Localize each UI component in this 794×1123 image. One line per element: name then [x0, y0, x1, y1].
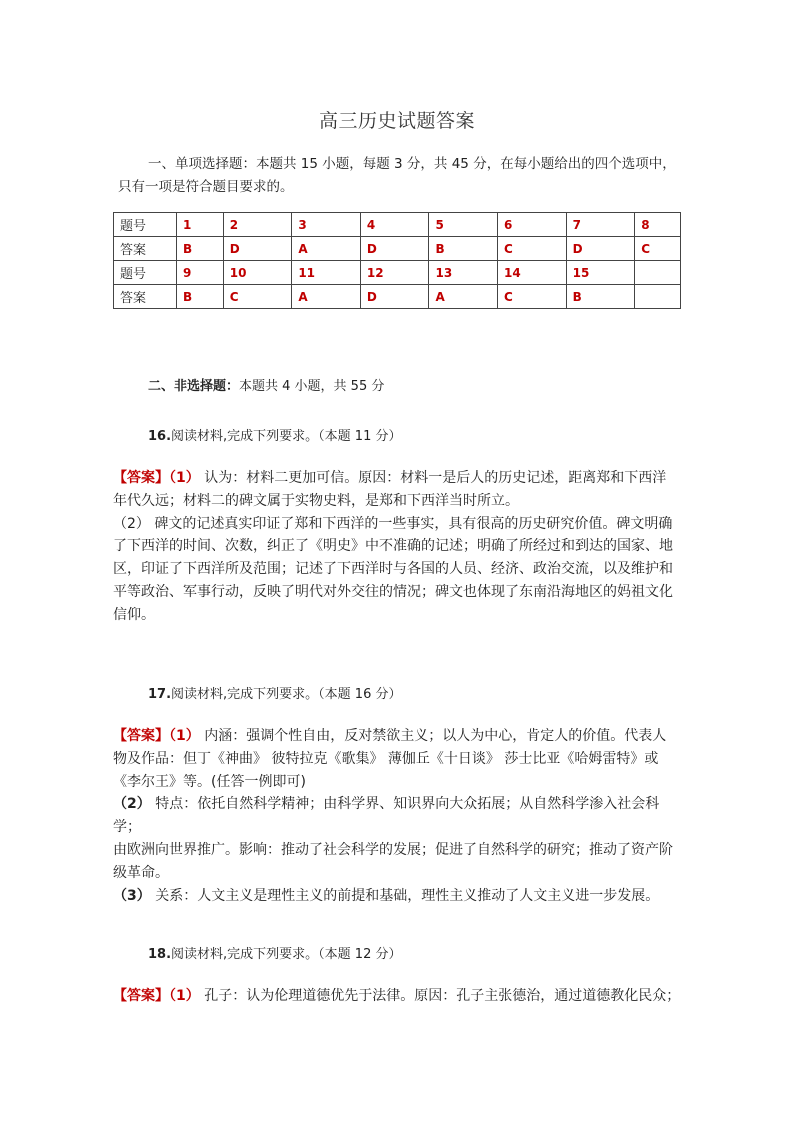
question-18-heading	[148, 943, 401, 962]
question-16-heading	[148, 425, 401, 444]
question-number: 10	[223, 261, 292, 285]
answer-tag: 【答案】	[113, 470, 169, 486]
answer-line: 了下西洋的时间、次数，纠正了《明史》中不准确的记述；明确了所经过和到达的国家、地	[113, 538, 673, 555]
question-17-answer	[113, 725, 685, 907]
row-label-answer: 答案	[114, 285, 177, 309]
section2-heading: 二、非选择题：	[148, 379, 240, 394]
part-number: （2）	[113, 796, 151, 813]
answer-line: 物及作品：但丁《神曲》 彼特拉克《歌集》 薄伽丘《十日谈》 莎士比亚《哈姆雷特》或	[113, 750, 659, 767]
answer-cell: C	[498, 237, 567, 261]
question-number: 2	[223, 213, 292, 237]
section1-heading: 一、单项选择题：	[148, 156, 256, 172]
question-number: 3	[292, 213, 361, 237]
section2-instructions	[148, 377, 384, 397]
answer-line: 碑文的记述真实印证了郑和下西洋的一些事实，具有很高的历史研究价值。碑文明确	[149, 515, 673, 532]
answer-cell: C	[498, 285, 567, 309]
question-number: 14	[498, 261, 567, 285]
answer-line: 平等政治、军事行动，反映了明代对外交往的情况；碑文也体现了东南沿海地区的妈祖文化	[113, 583, 673, 600]
answer-cell: D	[566, 237, 635, 261]
answer-cell: B	[177, 237, 224, 261]
table-row	[114, 213, 681, 237]
answer-tag: 【答案】	[113, 988, 169, 1004]
question-number: 13	[429, 261, 498, 285]
question-number: 9	[177, 261, 224, 285]
question-text: 阅读材料,完成下列要求。（本题 12 分）	[171, 947, 402, 962]
answer-cell: C	[223, 285, 292, 309]
answer-cell	[635, 285, 681, 309]
question-number	[635, 261, 681, 285]
answer-line: 《李尔王》等。(任答一例即可)	[113, 773, 306, 790]
section1-instructions	[118, 153, 688, 199]
question-18-answer	[113, 985, 685, 1008]
row-label-answer: 答案	[114, 237, 177, 261]
question-number: 16.	[148, 429, 172, 444]
row-label-question: 题号	[114, 213, 177, 237]
answer-line: 关系：人文主义是理性主义的前提和基础，理性主义推动了人文主义进一步发展。	[150, 887, 660, 904]
question-17-heading	[148, 683, 401, 702]
part-number: （3）	[113, 887, 151, 904]
answer-line: 内涵：强调个性自由，反对禁欲主义；以人为中心，肯定人的价值。代表人	[199, 728, 667, 744]
table-row	[114, 261, 681, 285]
section1-text: 本题共 15 小题，每题 3 分，共 45 分，在每小题给出的四个选项中，	[256, 156, 676, 172]
section2-text: 本题共 4 小题，共 55 分	[239, 379, 385, 394]
answer-table	[113, 212, 681, 309]
answer-cell: C	[635, 237, 681, 261]
part-number: （2）	[113, 515, 150, 532]
answer-cell: D	[360, 285, 429, 309]
answer-cell: D	[360, 237, 429, 261]
answer-cell: A	[292, 237, 361, 261]
answer-line: 信仰。	[113, 606, 155, 623]
part-number: （1）	[169, 988, 200, 1004]
answer-line: 特点：依托自然科学精神；由科学界、知识界向大众拓展；从自然科学渗入社会科学；	[113, 796, 660, 836]
part-number: （1）	[169, 728, 200, 744]
question-number: 6	[498, 213, 567, 237]
answer-cell: B	[566, 285, 635, 309]
answer-cell: B	[177, 285, 224, 309]
answer-line: 认为：材料二更加可信。原因：材料一是后人的历史记述，距离郑和下西洋	[199, 470, 667, 486]
question-text: 阅读材料,完成下列要求。（本题 16 分）	[171, 687, 402, 702]
answer-cell: D	[223, 237, 292, 261]
answer-cell: A	[292, 285, 361, 309]
question-number: 17.	[148, 687, 172, 702]
answer-cell: B	[429, 237, 498, 261]
question-number: 4	[360, 213, 429, 237]
answer-cell: A	[429, 285, 498, 309]
answer-tag: 【答案】	[113, 728, 169, 744]
question-number: 5	[429, 213, 498, 237]
question-number: 11	[292, 261, 361, 285]
table-row	[114, 285, 681, 309]
table-row	[114, 237, 681, 261]
answer-line: 孔子：认为伦理道德优先于法律。原因：孔子主张德治，通过道德教化民众；	[199, 988, 681, 1004]
section1-text2: 只有一项是符合题目要求的。	[118, 179, 294, 195]
question-number: 15	[566, 261, 635, 285]
question-number: 1	[177, 213, 224, 237]
question-number: 8	[635, 213, 681, 237]
answer-line: 区，印证了下西洋所及范围；记述了下西洋时与各国的人员、经济、政治交流，以及维护和	[113, 561, 673, 578]
answer-line: 由欧洲向世界推广。影响：推动了社会科学的发展；促进了自然科学的研究；推动了资产阶	[113, 841, 673, 858]
question-number: 18.	[148, 947, 172, 962]
answer-line: 年代久远；材料二的碑文属于实物史料，是郑和下西洋当时所立。	[113, 492, 519, 509]
question-number: 7	[566, 213, 635, 237]
row-label-question: 题号	[114, 261, 177, 285]
answer-line: 级革命。	[113, 864, 169, 881]
question-number: 12	[360, 261, 429, 285]
question-16-answer	[113, 467, 685, 627]
question-text: 阅读材料,完成下列要求。（本题 11 分）	[171, 429, 402, 444]
page-title: 高三历史试题答案	[318, 110, 475, 132]
part-number: （1）	[169, 470, 200, 486]
